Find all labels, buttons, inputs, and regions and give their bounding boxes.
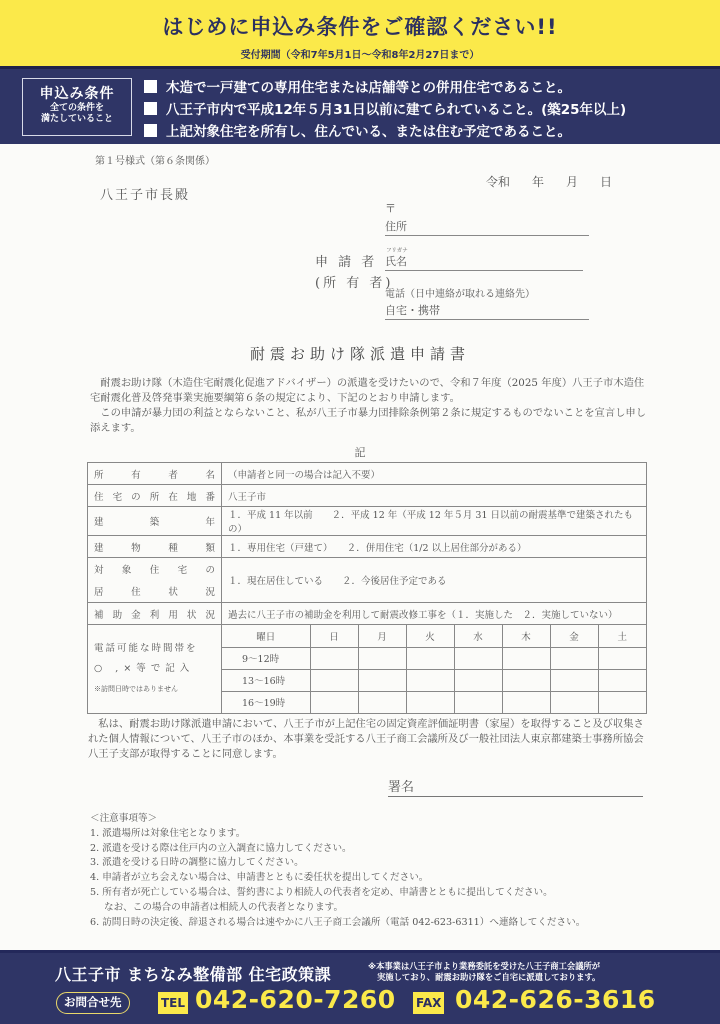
conditions-sub1: 全ての条件を (49, 103, 104, 113)
notes-heading: ＜注意事項等＞ (90, 813, 158, 824)
conditions-sub2: 満たしていること (40, 114, 113, 124)
day-header: 火 (406, 625, 454, 647)
application-body: 耐震お助け隊（木造住宅耐震化促進アドバイザー）の派遣を受けたいので、令和７年度（2025 年度）八王子市木造住宅耐震化普及啓発事業実施要綱第６条の規定により、下記のとおり申請します。 この申請が暴力団の利益とならないこと、私が八王子市暴力団排除条例第２条に規定するものでないことを宣言し申し添えます。 (90, 377, 647, 434)
label-char: 宅 (112, 491, 123, 503)
signature-field[interactable]: 署名 (388, 776, 643, 797)
note-item: 2. 派遣を受ける際は住戸内の立入調査に協力してください。 (90, 842, 352, 854)
schedule-input[interactable] (598, 669, 646, 691)
inquiry-badge: お問合せ先 (56, 992, 130, 1014)
label-char: 住 (149, 565, 160, 576)
table-row (88, 603, 647, 625)
time-slot: 16～19時 (222, 691, 310, 713)
address-field[interactable]: 住所 (385, 218, 589, 236)
application-table (87, 462, 647, 714)
consent-text: 私は、耐震お助け隊派遣申請において、八王子市が上記住宅の固定資産評価証明書（家屋）を取得すること及び収集された個人情報について、八王子市のほか、本事業を受託する八王子商工会議所及び一般社団法人東京都建築士事務所協会八王子支部が取得することに同意します。 (88, 718, 644, 760)
note-item: なお、この場合の申請者は相続人の代表者となります。 (104, 901, 344, 913)
footer-note: ※本事業は八王子市より業務委託を受けた八王子商工会議所が 実施しており、耐震お助け隊をご自宅に派遣しております。 (368, 961, 601, 982)
label-char: 名 (205, 469, 215, 481)
date-month: 月 (566, 175, 579, 189)
schedule-input[interactable] (502, 669, 550, 691)
label-char: 所 (94, 469, 104, 481)
schedule-input[interactable] (358, 669, 406, 691)
footer-band (0, 950, 720, 1024)
day-header: 土 (598, 625, 646, 647)
schedule-input[interactable] (358, 691, 406, 713)
label-char: 番 (205, 491, 215, 503)
schedule-input[interactable] (598, 691, 646, 713)
table-row (88, 625, 647, 714)
label-char: 物 (131, 542, 141, 554)
note-item: 6. 訪問日時の決定後、辞退される場合は速やかに八王子商工会議所（電話 042-623-6311）へ連絡してください。 (90, 916, 586, 928)
table-row (88, 558, 647, 603)
label-char: 対 (94, 565, 104, 576)
label-char: の (205, 565, 215, 576)
day-header: 水 (454, 625, 502, 647)
table-row (88, 507, 647, 536)
label-char: 状 (186, 609, 197, 621)
property-address-label (88, 485, 222, 507)
construction-year-label (88, 507, 222, 536)
label-char: 利 (149, 609, 160, 621)
time-slot: 13～16時 (222, 669, 310, 691)
notes-section (90, 812, 585, 930)
label-char: 者 (168, 469, 178, 481)
label-char: 宅 (177, 565, 188, 576)
label-char: 種 (168, 542, 178, 554)
label-char: 補 (94, 609, 104, 621)
label-char: 住 (131, 587, 141, 598)
label-char: 況 (205, 609, 215, 621)
building-type-options[interactable]: １．専用住宅（戸建て） ２．併用住宅（1/2 以上居住部分がある） (222, 536, 647, 558)
label-char: 住 (94, 491, 104, 503)
schedule-input[interactable] (550, 647, 598, 669)
weekday-header: 曜日 (222, 625, 310, 647)
label-char: 在 (168, 491, 178, 503)
top-banner (0, 0, 720, 66)
label-char: 地 (186, 491, 197, 503)
application-period: 受付期間（令和7年5月1日～令和8年2月27日まで） (240, 50, 480, 61)
schedule-input[interactable] (454, 669, 502, 691)
label-char: 居 (94, 587, 104, 598)
day-header: 木 (502, 625, 550, 647)
note-item: 3. 派遣を受ける日時の調整に協力してください。 (90, 857, 304, 869)
condition-item: 八王子市内で平成12年５月31日以前に建てられていること。(築25年以上) (144, 97, 626, 119)
label-char: 所 (149, 491, 160, 503)
schedule-grid (222, 625, 646, 713)
square-bullet-icon (144, 124, 157, 137)
residence-status-options[interactable]: １．現在居住している ２．今後居住予定である (222, 558, 647, 603)
conditions-list (144, 75, 626, 141)
label-char: 用 (168, 609, 178, 621)
label-char: 象 (121, 565, 132, 576)
date-field[interactable] (486, 173, 612, 190)
schedule-input[interactable] (550, 691, 598, 713)
schedule-input[interactable] (598, 647, 646, 669)
label-char: 助 (112, 609, 123, 621)
label-char: 建 (94, 517, 104, 528)
day-header: 日 (310, 625, 358, 647)
square-bullet-icon (144, 102, 157, 115)
label-char: 金 (131, 609, 141, 621)
furigana-label: フリガナ (386, 248, 408, 254)
schedule-row (222, 669, 646, 691)
schedule-cell (222, 625, 647, 714)
schedule-input[interactable] (310, 669, 358, 691)
construction-year-options[interactable]: １．平成 11 年以前 ２．平成 12 年（平成 12 年５月 31 日以前の耐震基準で建築されたもの） (222, 507, 647, 536)
condition-item: 木造で一戸建ての専用住宅または店舗等との併用住宅であること。 (144, 75, 626, 97)
postal-mark: 〒 (385, 202, 396, 215)
schedule-input[interactable] (406, 647, 454, 669)
banner-title: はじめに申込み条件をご確認ください!! (162, 15, 558, 39)
table-row (88, 463, 647, 485)
applicant-label: 申 請 者 (所 有 者) (315, 255, 394, 291)
schedule-input[interactable] (406, 691, 454, 713)
label-char: 状 (168, 587, 178, 598)
building-type-label (88, 536, 222, 558)
name-field[interactable]: 氏名 (385, 253, 583, 271)
ki-label: 記 (354, 446, 366, 459)
department-name: 八王子市 まちなみ整備部 住宅政策課 (55, 965, 332, 984)
phone-note: 電話（日中連絡が取れる連絡先） (385, 289, 535, 300)
schedule-input[interactable] (310, 691, 358, 713)
schedule-input[interactable] (550, 669, 598, 691)
label-char: 類 (205, 542, 215, 554)
owner-name-label (88, 463, 222, 485)
time-slot: 9～12時 (222, 647, 310, 669)
date-year: 年 (532, 175, 545, 189)
table-row (88, 485, 647, 507)
label-char: の (131, 491, 141, 503)
tel-number-link[interactable]: 042-620-7260 (195, 985, 396, 1014)
schedule-input[interactable] (454, 691, 502, 713)
schedule-input[interactable] (310, 647, 358, 669)
day-header: 月 (358, 625, 406, 647)
conditions-band (0, 66, 720, 144)
conditions-heading: 申込み条件 (39, 86, 115, 102)
addressee: 八王子市長殿 (100, 188, 191, 203)
note-item: 1. 派遣場所は対象住宅となります。 (90, 827, 246, 839)
square-bullet-icon (144, 80, 157, 93)
schedule-input[interactable] (406, 669, 454, 691)
schedule-input[interactable] (454, 647, 502, 669)
conditions-box (22, 78, 132, 136)
note-item: 5. 所有者が死亡している場合は、誓約書により相続人の代表者を定め、申請書とともに提出してください。 (90, 886, 553, 898)
date-era: 令和 (486, 175, 511, 189)
schedule-row (222, 647, 646, 669)
phone-availability-label: 電話可能な時間帯を ○ ,×等で記入 ※訪問日時ではありません (88, 625, 222, 714)
date-day: 日 (600, 175, 613, 189)
schedule-header-row (222, 625, 646, 647)
fax-number: 042-626-3616 (455, 985, 656, 1014)
residence-status-label (88, 558, 222, 603)
label-char: 年 (205, 517, 215, 528)
label-char: 築 (149, 517, 160, 528)
label-char: 有 (131, 469, 141, 481)
condition-item: 上記対象住宅を所有し、住んでいる、または住む予定であること。 (144, 119, 626, 141)
phone-field[interactable]: 自宅・携帯 (385, 302, 589, 320)
schedule-input[interactable] (502, 647, 550, 669)
fax-label: FAX (413, 992, 444, 1014)
note-item: 4. 申請者が立ち会えない場合は、申請書とともに委任状を提出してください。 (90, 872, 429, 884)
tel-label: TEL (158, 992, 188, 1014)
table-row (88, 536, 647, 558)
property-address-field[interactable]: 八王子市 (222, 485, 647, 507)
document-title: 耐震お助け隊派遣申請書 (249, 345, 470, 363)
schedule-input[interactable] (358, 647, 406, 669)
subsidy-usage-options[interactable]: 過去に八王子市の補助金を利用して耐震改修工事を（１．実施した ２．実施していない） (222, 603, 647, 625)
schedule-input[interactable] (502, 691, 550, 713)
label-char: 建 (94, 542, 104, 554)
subsidy-usage-label (88, 603, 222, 625)
day-header: 金 (550, 625, 598, 647)
label-char: 況 (205, 587, 215, 598)
schedule-row (222, 691, 646, 713)
form-number: 第１号様式（第６条関係） (95, 156, 215, 167)
owner-name-field[interactable]: （申請者と同一の場合は記入不要） (222, 463, 647, 485)
